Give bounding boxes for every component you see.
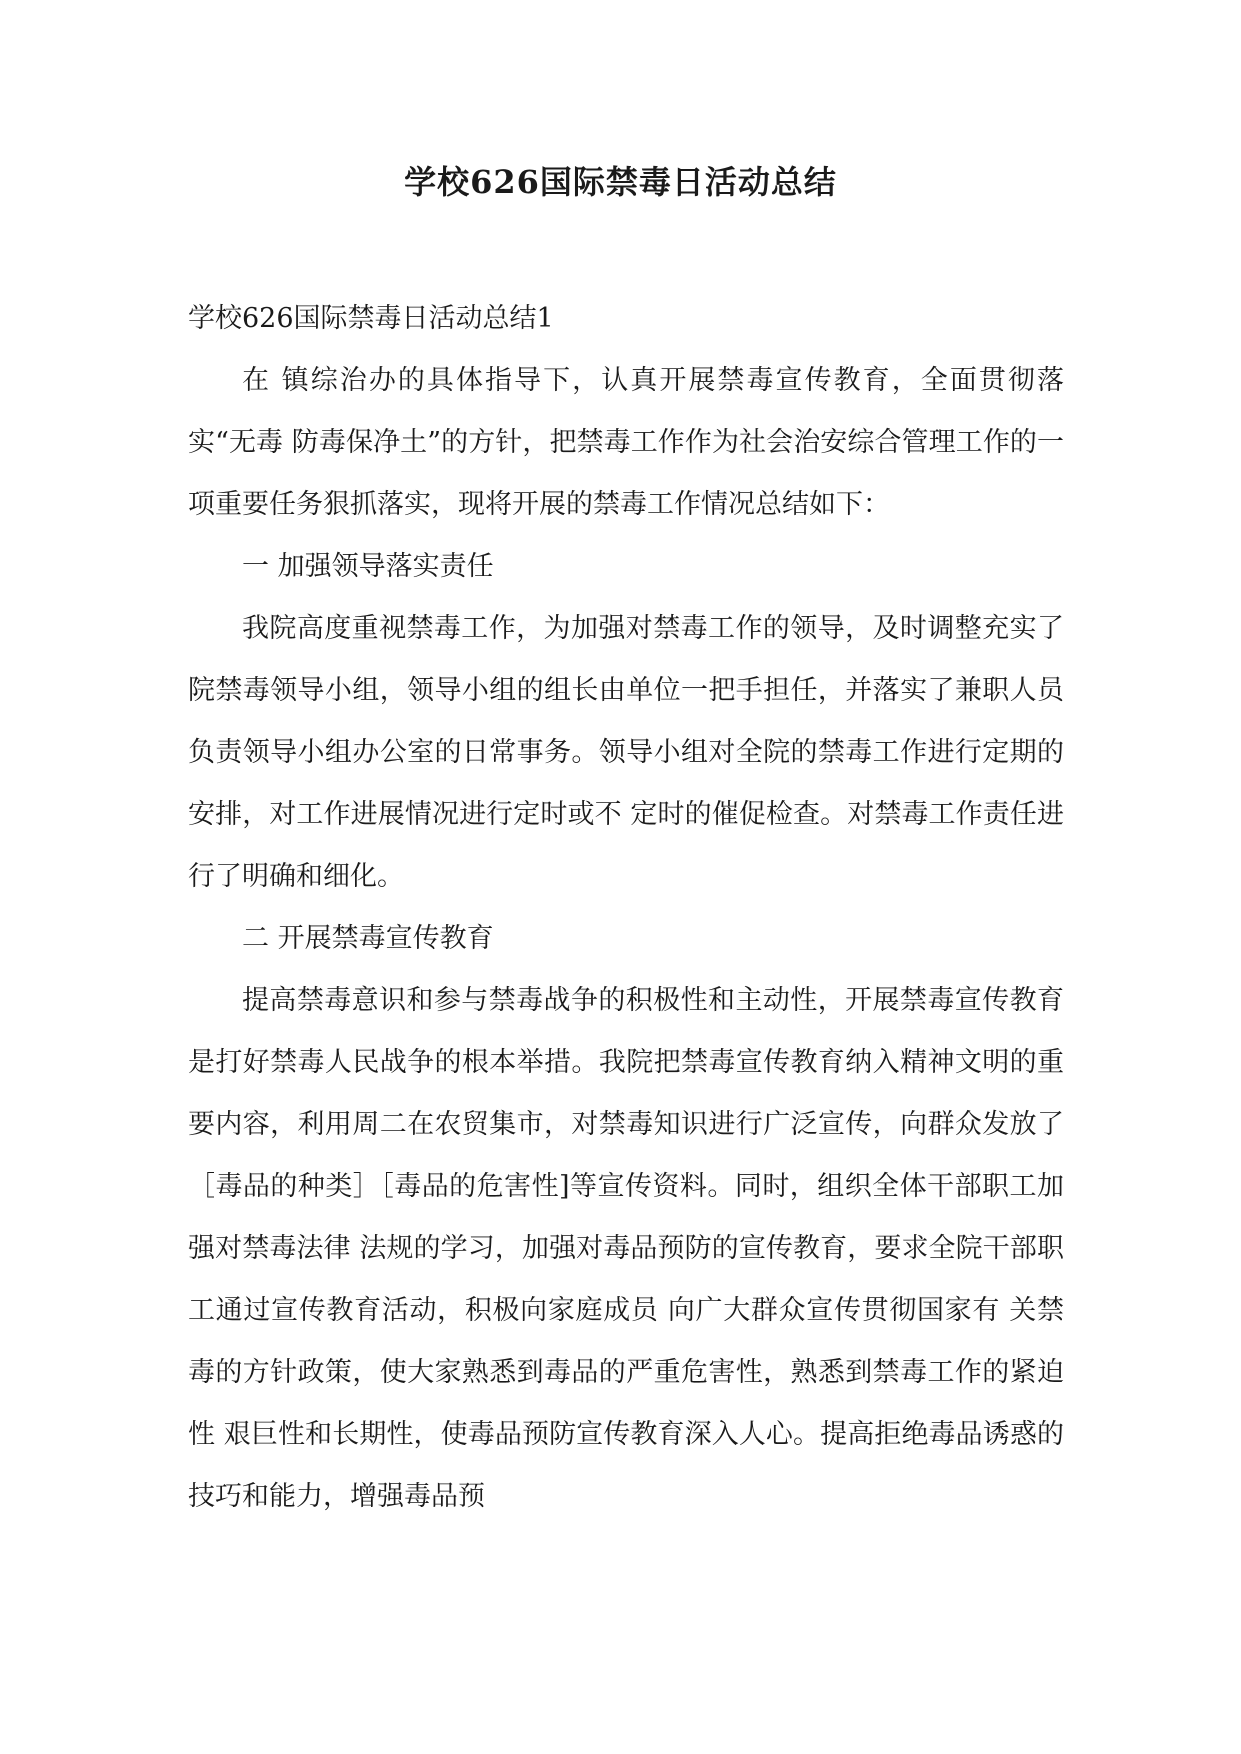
paragraph-leadership: 我院高度重视禁毒工作，为加强对禁毒工作的领导，及时调整充实了 院禁毒领导小组，领导小组的组长由单位一把手担任，并落实了兼职人员负责领导小组办公室的日常事务。领导小组对全院的禁毒工作进行定期的安排，对工作进展情况进行定时或不 定时的催促检查。对禁毒工作责任进行了明确和细化。 — [188, 613, 1064, 892]
section-subtitle: 学校626国际禁毒日活动总结1 — [188, 303, 554, 334]
document-body — [188, 288, 1064, 1528]
paragraph-intro: 在 镇综治办的具体指导下，认真开展禁毒宣传教育，全面贯彻落实“无毒 防毒保净土”的方针，把禁毒工作作为社会治安综合管理工作的一项重要任务狠抓落实，现将开展的禁毒工作情况总结如下： — [188, 365, 1064, 520]
section-heading-2: 二 开展禁毒宣传教育 — [242, 923, 494, 954]
section-heading-1: 一 加强领导落实责任 — [242, 551, 494, 582]
document-title: 学校626国际禁毒日活动总结 — [404, 163, 837, 201]
paragraph-education: 提高禁毒意识和参与禁毒战争的积极性和主动性，开展禁毒宣传教育是打好禁毒人民战争的根本举措。我院把禁毒宣传教育纳入精神文明的重要内容，利用周二在农贸集市，对禁毒知识进行广泛宣传，向群众发放了［毒品的种类］［毒品的危害性]等宣传资料。同时，组织全体干部职工加强对禁毒法律 法规的学习，加强对毒品预防的宣传教育，要求全院干部职工通过宣传教育活动，积极向家庭成员 向广大群众宣传贯彻国家有 关禁毒的方针政策，使大家熟悉到毒品的严重危害性，熟悉到禁毒工作的紧迫性 艰巨性和长期性，使毒品预防宣传教育深入人心。提高拒绝毒品诱惑的技巧和能力，增强毒品预 — [188, 985, 1064, 1512]
